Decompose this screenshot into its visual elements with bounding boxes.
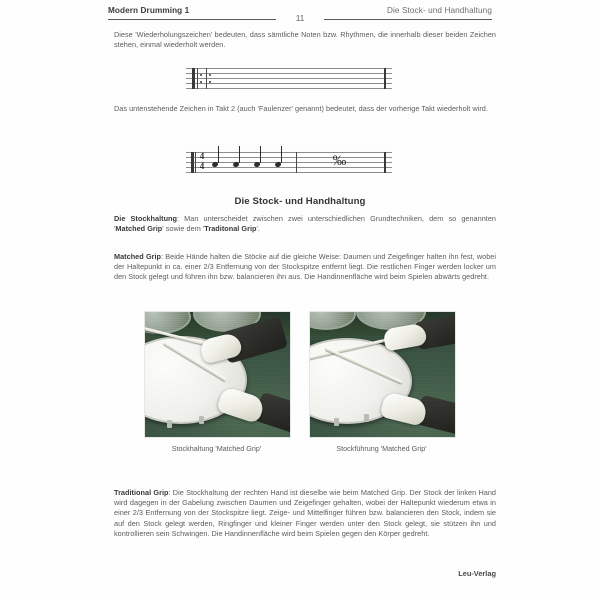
paragraph-matched-grip xyxy=(114,252,496,283)
text-traditional-grip: : Die Stockhaltung der rechten Hand ist dieselbe wie beim Matched Grip. Der Stock der linken Hand wird dagegen in der Gabelung zwischen Daumen und Zeigefinger gehalten, wobei der Haltepunkt wiederum etwa in einer 2/3 Entfernung von der Stockspitze liegt. Zeige- und Mittelfinger führen bzw. balancieren den Stock, indem sie auf den Stock gelegt werden, Ringfinger und kleiner Finger werden unter den Stock gelegt, sie stützen ihn und kontrollieren sein Schwingen. Die Handinnenfläche wird beim Spielen gegen den Körper gedreht. xyxy=(114,488,496,538)
paragraph-intro: Diese 'Wiederholungszeichen' bedeuten, dass sämtliche Noten bzw. Rhythmen, die innerhalb dieser beiden Zeichen stehen, einmal wiederholt werden. xyxy=(114,30,496,50)
page-number: 11 xyxy=(295,14,305,23)
label-traditional-grip: Traditional Grip xyxy=(114,488,169,497)
header-rule-left xyxy=(108,19,276,20)
label-traditonal-grip-inline: Traditonal Grip xyxy=(204,224,257,234)
paragraph-stockhaltung xyxy=(114,214,496,234)
section-title: Die Stock- und Handhaltung xyxy=(234,196,366,207)
header-book-title: Modern Drumming 1 xyxy=(108,6,190,15)
repeat-barline-close xyxy=(384,68,387,89)
notation-repeat-signs xyxy=(186,64,392,90)
repeat-barline-open xyxy=(192,68,195,89)
time-signature-bottom: 4 xyxy=(199,161,205,171)
time-signature-top: 4 xyxy=(199,150,205,161)
footer-publisher: Leu-Verlag xyxy=(458,569,496,578)
photo-matched-grip-stockhaltung xyxy=(144,311,291,438)
paragraph-traditional-grip xyxy=(114,488,496,539)
text-matched-grip: : Beide Hände halten die Stöcke auf die gleiche Weise: Daumen und Zeigefinger halten ihn fest, wobei der Haltepunkt in ca. einer 2/3 Entfernung von der Stockspitze entfernt liegt. Die restlichen Finger werden locker um den Stock gelegt und führen ihn bzw. balancieren ihn aus. Die Handinnenfläche wird beim Spielen abwärts gedreht. xyxy=(114,252,496,282)
notation-measure-repeat xyxy=(186,144,392,174)
header-rule-right xyxy=(324,19,492,20)
text-stockhaltung-c: '. xyxy=(256,224,260,234)
measure-repeat-sign: ‰ xyxy=(332,153,347,169)
page-header xyxy=(108,6,492,24)
caption-photo-1: Stockhaltung 'Matched Grip' xyxy=(171,444,262,453)
label-matched-grip-inline: Matched Grip xyxy=(115,224,163,234)
text-stockhaltung-b: ' sowie dem ' xyxy=(162,224,205,234)
photo-matched-grip-stockfuehrung xyxy=(309,311,456,438)
caption-photo-2: Stockführung 'Matched Grip' xyxy=(336,444,427,453)
label-matched-grip: Matched Grip xyxy=(114,252,162,261)
label-stockhaltung: Die Stockhaltung xyxy=(114,214,177,223)
text-stockhaltung-a: : Man unterscheidet zwischen zwei unterschiedlichen Grundtechniken, dem so genannten ' xyxy=(114,214,496,234)
paragraph-faulenzer: Das untenstehende Zeichen in Takt 2 (auch 'Faulenzer' genannt) bedeutet, dass der vorherige Takt wiederholt wird. xyxy=(114,104,488,113)
header-chapter-title: Die Stock- und Handhaltung xyxy=(386,6,492,15)
